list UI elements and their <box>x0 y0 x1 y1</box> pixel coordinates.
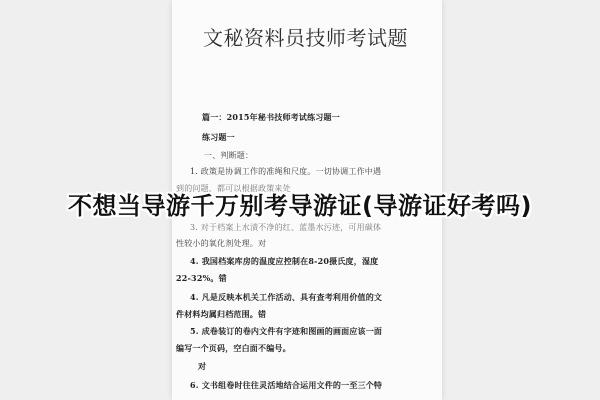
document-line: 1. 政策是协调工作的准绳和尺度。一切协调工作中遇 <box>190 167 382 176</box>
document-line: 性较小的氧化剂处理。对 <box>176 239 267 248</box>
document-line: 5. 成卷装订的卷内文件有字迹和图画的画面应该一面 <box>190 326 383 336</box>
document-line: 22-32%。错 <box>176 273 227 283</box>
document-line: 6. 文书组卷时往往灵活地结合运用文件的一至三个特 <box>190 380 383 390</box>
document-line: 4. 我国档案库房的温度应控制在8-20摄氏度，湿度 <box>190 256 379 266</box>
document-line: 篇一：2015年秘书技师考试练习题一 <box>202 112 340 122</box>
document-line: 对 <box>198 361 207 371</box>
document-line: 件材料均属归档范围。错 <box>176 309 267 319</box>
document-line: 4. 凡是反映本机关工作活动、具有查考利用价值的文 <box>190 292 383 302</box>
document-line: 编写一个页码，空白面不编号。 <box>176 343 291 353</box>
document-line: 3. 对于档案上水渍不净的红、蓝墨水污迹，可用碳体 <box>190 223 382 232</box>
document-line: 练习题一 <box>202 132 235 142</box>
overlay-headline: 不想当导游千万别考导游证(导游证好考吗) <box>68 192 532 220</box>
document-line: 到的问题，都可以根据政策来处 <box>176 184 291 193</box>
document-line: 一、判断题： <box>204 151 254 160</box>
document-title: 文秘资料员技师考试题 <box>203 26 408 50</box>
